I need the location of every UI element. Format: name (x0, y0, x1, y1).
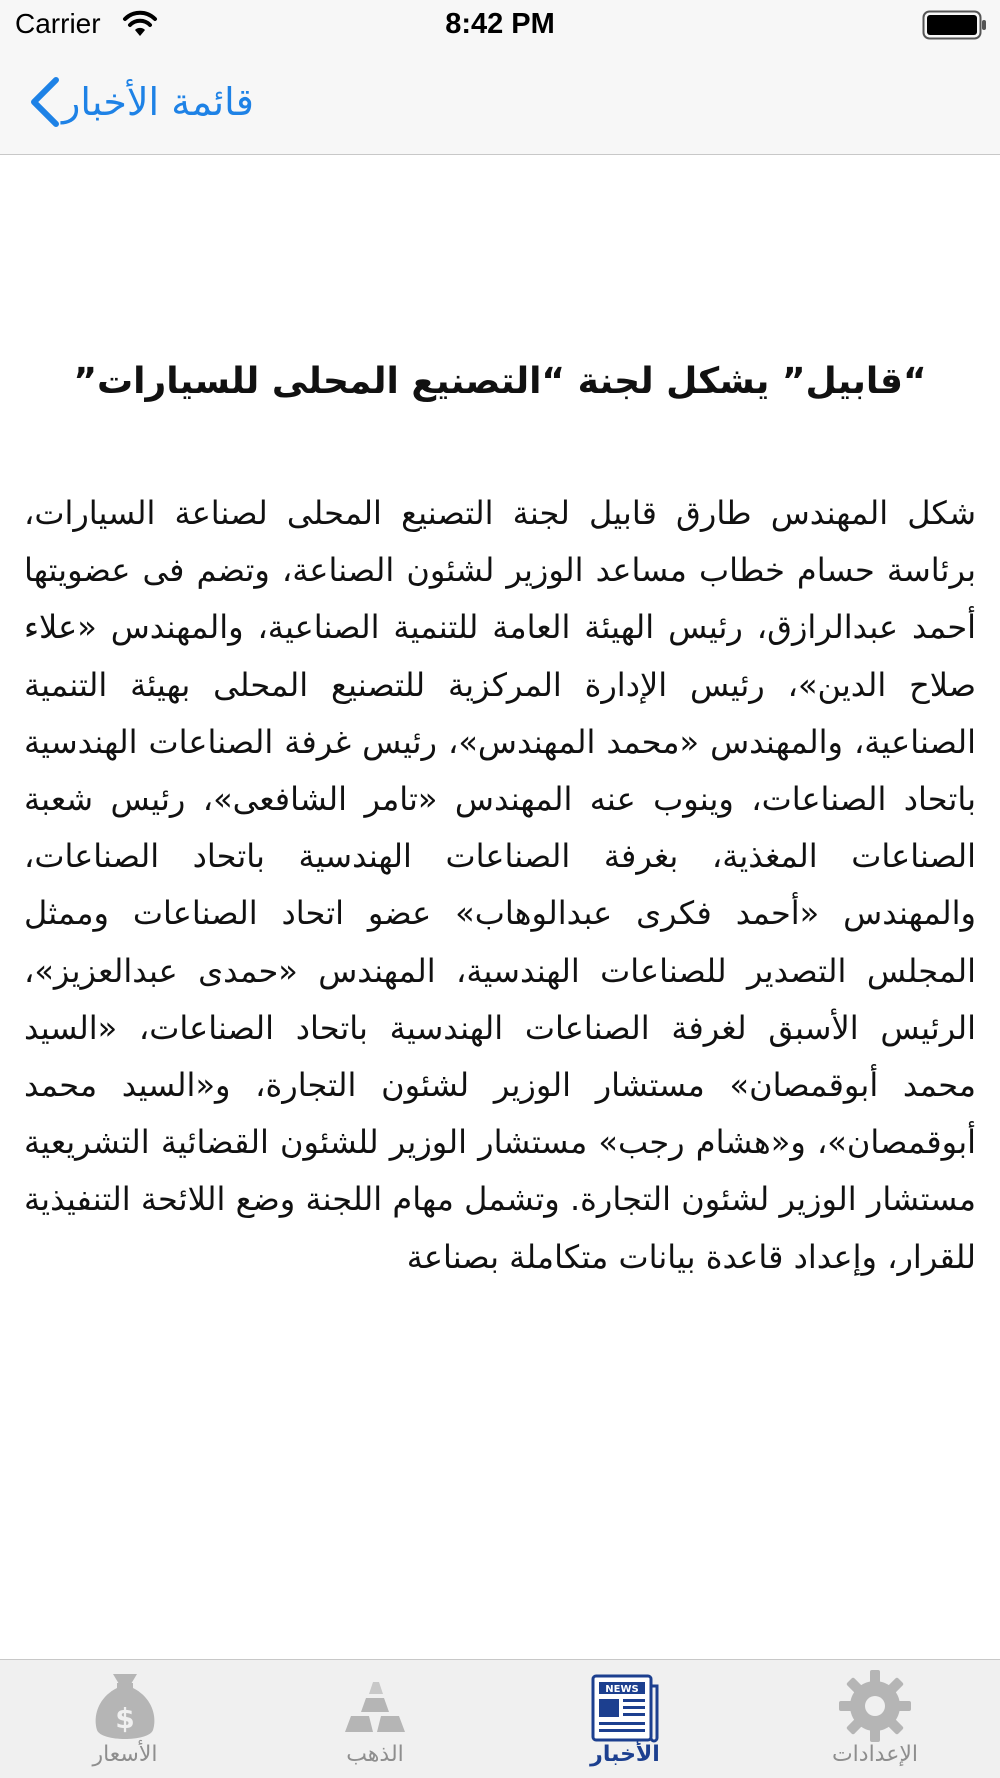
article-title: “قابيل” يشكل لجنة “التصنيع المحلى للسيارات” (73, 361, 927, 402)
tab-settings[interactable] (750, 1660, 1000, 1778)
tab-news-label: الأخبار (590, 1742, 660, 1767)
svg-text:$: $ (115, 1702, 135, 1735)
money-bag-icon (85, 1666, 165, 1746)
battery-icon (922, 10, 988, 40)
navigation-bar (0, 50, 1000, 155)
article-content (24, 155, 976, 1655)
tab-settings-label: الإعدادات (831, 1742, 919, 1767)
article-body: شكل المهندس طارق قابيل لجنة التصنيع المحلى لصناعة السيارات، برئاسة حسام خطاب مساعد الوزير لشئون الصناعة، وتضم فى عضويتها أحمد عبدالرازق، رئيس الهيئة العامة للتنمية الصناعية، والمهندس «علاء صلاح الدين»، رئيس الإدارة المركزية للتصنيع المحلى بهيئة التنمية الصناعية، والمهندس «محمد المهندس»، رئيس غرفة الصناعات الهندسية باتحاد الصناعات، وينوب عنه المهندس «تامر الشافعى»، رئيس شعبة الصناعات المغذية، بغرفة الصناعات الهندسية باتحاد الصناعات، والمهندس «أحمد فكرى عبدالوهاب» عضو اتحاد الصناعات وممثل المجلس التصدير للصناعات الهندسية، المهندس «حمدى عبدالعزيز»، الرئيس الأسبق لغرفة الصناعات الهندسية باتحاد الصناعات، «السيد محمد أبوقمصان» مستشار الوزير لشئون التجارة، و«السيد محمد أبوقمصان»، و«هشام رجب» مستشار الوزير للشئون القضائية التشريعية مستشار الوزير لشئون التجارة. وتشمل مهام اللجنة وضع اللائحة التنفيذية للقرار، وإعداد قاعدة بيانات متكاملة بصناعة (24, 494, 976, 1276)
tab-gold-label: الذهب (346, 1742, 404, 1767)
tab-news[interactable] (500, 1660, 750, 1778)
status-time: 8:42 PM (445, 8, 555, 40)
tab-prices[interactable] (0, 1660, 250, 1778)
status-bar (0, 0, 1000, 50)
back-button-label: قائمة الأخبار (62, 80, 254, 124)
tab-gold[interactable] (250, 1660, 500, 1778)
back-button[interactable] (26, 74, 254, 130)
tab-prices-label: الأسعار (92, 1742, 158, 1767)
newspaper-icon (585, 1666, 665, 1746)
gear-icon (835, 1666, 915, 1746)
gold-bars-icon (335, 1666, 415, 1746)
chevron-left-icon (26, 76, 62, 128)
tab-bar (0, 1659, 1000, 1778)
carrier-name: Carrier (15, 8, 101, 39)
svg-text:NEWS: NEWS (605, 1684, 639, 1695)
